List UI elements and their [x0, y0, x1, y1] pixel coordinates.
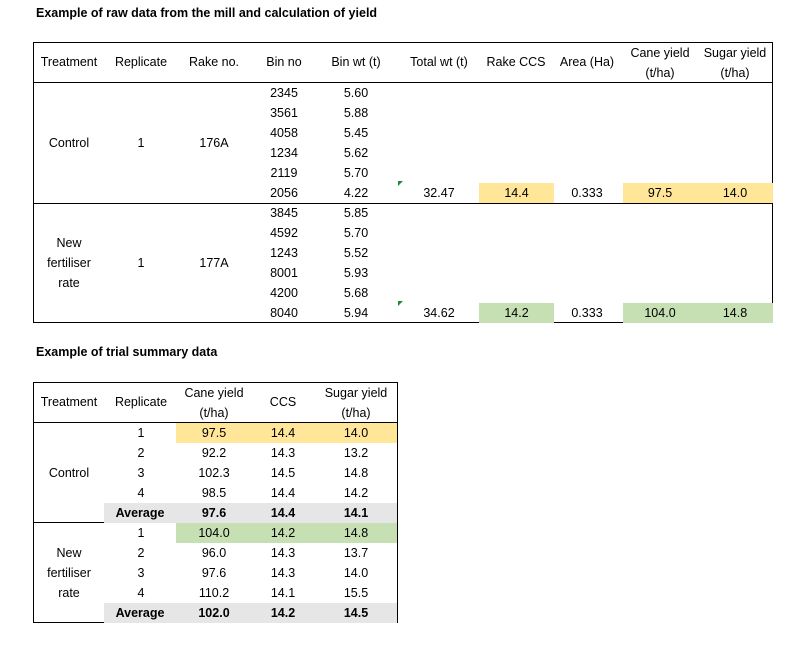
raw-bin-no-cell: 4058 [270, 126, 298, 140]
raw-total-wt-cell: 32.47 [423, 186, 455, 200]
summary-ccs-cell: 14.3 [270, 566, 296, 580]
raw-bin-no-cell: 4592 [270, 226, 298, 240]
raw-bin-wt-cell: 5.60 [343, 86, 369, 100]
raw-cane-yield-cell: 104.0 [644, 306, 676, 320]
raw-rake-no-cell: 177A [199, 256, 229, 270]
raw-cell-note-marker [398, 181, 403, 186]
summary-sugar-yield-cell: 15.5 [343, 586, 369, 600]
raw-bin-no-cell: 3561 [270, 106, 298, 120]
raw-bin-wt-cell: 5.88 [343, 106, 369, 120]
raw-treatment-label: fertiliser [47, 256, 91, 270]
raw-header-sugar-yield: Sugar yield [703, 46, 767, 60]
raw-bin-wt-cell: 5.45 [343, 126, 369, 140]
summary-ccs-cell: 14.4 [270, 426, 296, 440]
raw-group-divider [33, 203, 773, 204]
summary-sugar-yield-cell: 13.7 [343, 546, 369, 560]
summary-replicate-cell: 1 [137, 526, 145, 540]
raw-header-area: Area (Ha) [559, 55, 615, 69]
summary-average-cane-yield: 97.6 [201, 506, 227, 520]
raw-sugar-yield-cell: 14.0 [722, 186, 748, 200]
summary-treatment-label: rate [58, 586, 80, 600]
summary-cane-yield-cell: 97.6 [201, 566, 227, 580]
summary-replicate-cell: 2 [137, 546, 145, 560]
summary-replicate-cell: 3 [137, 466, 145, 480]
raw-bin-wt-cell: 5.85 [343, 206, 369, 220]
raw-bin-no-cell: 8001 [270, 266, 298, 280]
summary-replicate-cell: 4 [137, 586, 145, 600]
raw-area-cell: 0.333 [571, 186, 603, 200]
raw-treatment-label: rate [58, 276, 80, 290]
summary-cane-yield-cell: 98.5 [201, 486, 227, 500]
raw-data-title: Example of raw data from the mill and calculation of yield [36, 6, 378, 20]
summary-ccs-cell: 14.1 [270, 586, 296, 600]
summary-treatment-label: Control [48, 466, 90, 480]
raw-header-cane-yield-unit: (t/ha) [645, 66, 675, 80]
summary-header-treatment: Treatment [40, 395, 98, 409]
raw-header-rake-ccs: Rake CCS [486, 55, 546, 69]
raw-header-bin-wt: Bin wt (t) [331, 55, 381, 69]
raw-bin-no-cell: 1234 [270, 146, 298, 160]
raw-bin-wt-cell: 5.94 [343, 306, 369, 320]
summary-average-label: Average [115, 506, 165, 520]
summary-sugar-yield-cell: 14.2 [343, 486, 369, 500]
summary-sugar-yield-cell: 14.0 [343, 566, 369, 580]
raw-treatment-label: New [56, 236, 82, 250]
summary-header-replicate: Replicate [114, 395, 168, 409]
summary-header-cane-yield-unit: (t/ha) [199, 406, 229, 420]
summary-title: Example of trial summary data [36, 345, 218, 359]
summary-average-label: Average [115, 606, 165, 620]
summary-average-ccs: 14.4 [270, 506, 296, 520]
summary-header-cane-yield: Cane yield [184, 386, 244, 400]
raw-header-sugar-yield-unit: (t/ha) [720, 66, 750, 80]
raw-rake-ccs-cell: 14.2 [479, 303, 554, 323]
raw-bin-wt-cell: 5.62 [343, 146, 369, 160]
raw-header-cane-yield: Cane yield [630, 46, 690, 60]
summary-replicate-cell: 1 [137, 426, 145, 440]
summary-treatment-label: New [56, 546, 82, 560]
summary-ccs-cell: 14.2 [270, 526, 296, 540]
summary-ccs-cell: 14.3 [270, 546, 296, 560]
summary-replicate-cell: 4 [137, 486, 145, 500]
summary-average-sugar-yield: 14.5 [343, 606, 369, 620]
raw-treatment-label: Control [48, 136, 90, 150]
raw-bin-no-cell: 1243 [270, 246, 298, 260]
raw-bin-wt-cell: 5.70 [343, 166, 369, 180]
summary-ccs-cell: 14.5 [270, 466, 296, 480]
raw-bin-wt-cell: 5.52 [343, 246, 369, 260]
raw-replicate-cell: 1 [137, 136, 145, 150]
raw-bin-wt-cell: 4.22 [343, 186, 369, 200]
summary-ccs-cell: 14.4 [270, 486, 296, 500]
summary-sugar-yield-cell: 14.0 [343, 426, 369, 440]
summary-ccs-cell: 14.3 [270, 446, 296, 460]
summary-cane-yield-cell: 97.5 [201, 426, 227, 440]
raw-header-rake: Rake no. [188, 55, 240, 69]
summary-header-sugar-yield-unit: (t/ha) [341, 406, 371, 420]
summary-header-sugar-yield: Sugar yield [324, 386, 388, 400]
summary-average-sugar-yield: 14.1 [343, 506, 369, 520]
raw-header-replicate: Replicate [114, 55, 168, 69]
raw-header-total-wt: Total wt (t) [410, 55, 468, 69]
summary-sugar-yield-cell: 14.8 [343, 526, 369, 540]
raw-bin-wt-cell: 5.70 [343, 226, 369, 240]
raw-rake-no-cell: 176A [199, 136, 229, 150]
raw-sugar-yield-cell: 14.8 [722, 306, 748, 320]
summary-sugar-yield-cell: 14.8 [343, 466, 369, 480]
raw-area-cell: 0.333 [571, 306, 603, 320]
raw-header-bin-no: Bin no [266, 55, 302, 69]
summary-replicate-cell: 3 [137, 566, 145, 580]
summary-sugar-yield-cell: 13.2 [343, 446, 369, 460]
raw-cane-yield-cell: 97.5 [647, 186, 673, 200]
summary-cane-yield-cell: 110.2 [198, 586, 230, 600]
summary-replicate-cell: 2 [137, 446, 145, 460]
summary-cane-yield-cell: 96.0 [201, 546, 227, 560]
raw-bin-no-cell: 2119 [270, 166, 298, 180]
summary-cane-yield-cell: 102.3 [198, 466, 230, 480]
summary-average-ccs: 14.2 [270, 606, 296, 620]
raw-bin-wt-cell: 5.93 [343, 266, 369, 280]
raw-bin-wt-cell: 5.68 [343, 286, 369, 300]
raw-total-wt-cell: 34.62 [423, 306, 455, 320]
raw-bin-no-cell: 2056 [270, 186, 298, 200]
raw-rake-ccs-cell: 14.4 [479, 183, 554, 203]
raw-replicate-cell: 1 [137, 256, 145, 270]
summary-treatment-label: fertiliser [47, 566, 91, 580]
summary-header-ccs: CCS [269, 395, 297, 409]
raw-bin-no-cell: 8040 [270, 306, 298, 320]
summary-cane-yield-cell: 92.2 [201, 446, 227, 460]
raw-bin-no-cell: 2345 [270, 86, 298, 100]
summary-average-cane-yield: 102.0 [198, 606, 230, 620]
raw-bin-no-cell: 4200 [270, 286, 298, 300]
raw-cell-note-marker [398, 301, 403, 306]
summary-cane-yield-cell: 104.0 [198, 526, 230, 540]
raw-header-treatment: Treatment [40, 55, 98, 69]
raw-bin-no-cell: 3845 [270, 206, 298, 220]
